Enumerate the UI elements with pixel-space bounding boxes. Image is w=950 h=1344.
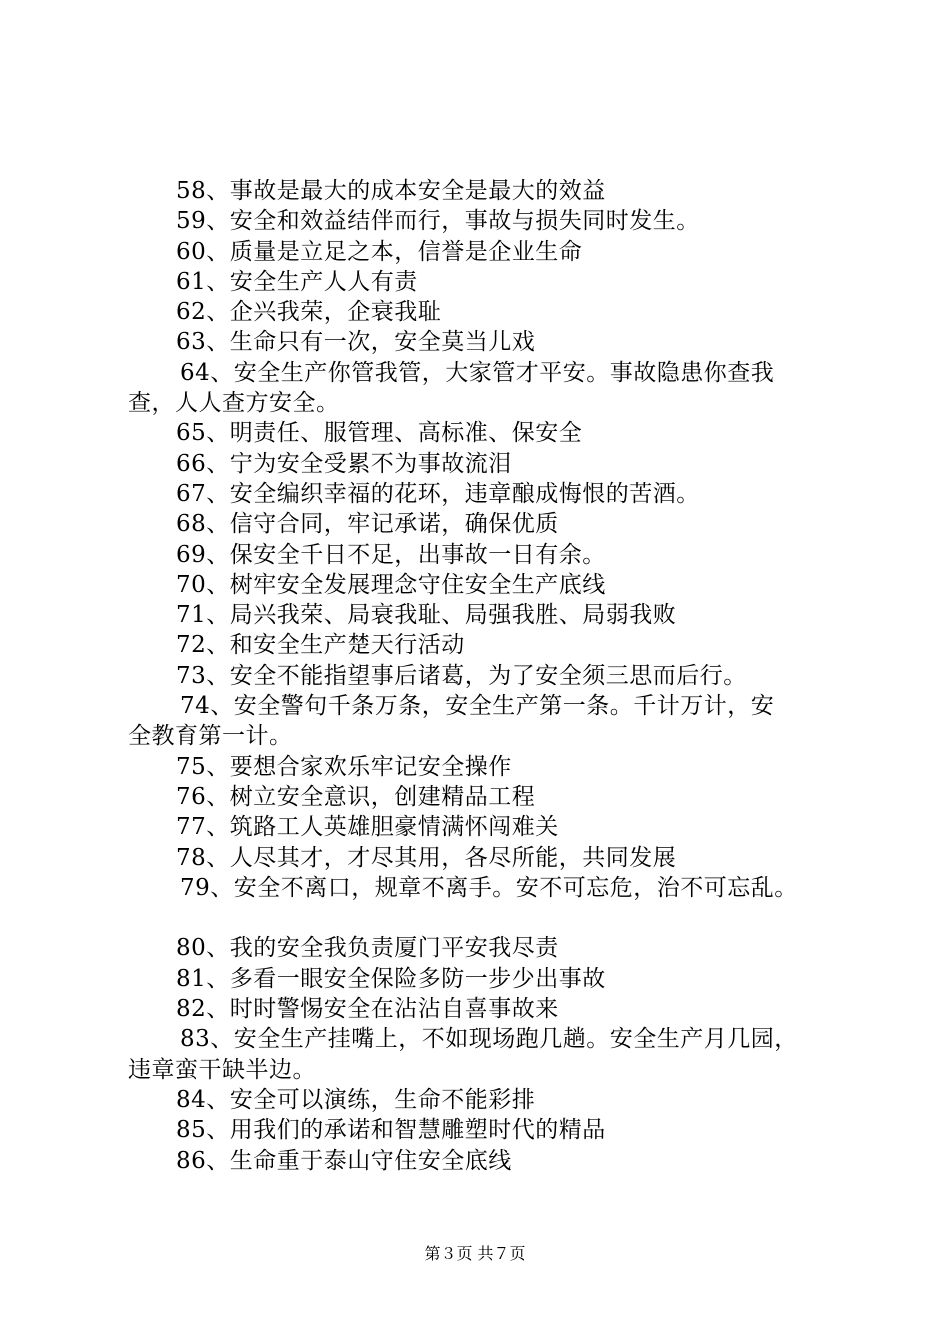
slogan-83: 83、安全生产挂嘴上，不如现场跑几趟。安全生产月几园， [180, 1026, 798, 1053]
document-body [128, 176, 838, 1176]
slogan-63: 63、生命只有一次，安全莫当儿戏 [176, 329, 536, 356]
slogan-70: 70、树牢安全发展理念守住安全生产底线 [176, 571, 606, 598]
slogan-62: 62、企兴我荣，企衰我耻 [176, 299, 442, 326]
slogan-81: 81、多看一眼安全保险多防一步少出事故 [176, 965, 606, 992]
slogan-78: 78、人尽其才，才尽其用，各尽所能，共同发展 [176, 844, 677, 871]
slogan-67: 67、安全编织幸福的花环，违章酿成悔恨的苦酒。 [176, 480, 700, 507]
slogan-64: 64、安全生产你管我管，大家管才平安。事故隐患你查我 [180, 359, 775, 386]
slogan-68: 68、信守合同，牢记承诺，确保优质 [176, 511, 559, 538]
slogan-75: 75、要想合家欢乐牢记安全操作 [176, 753, 512, 780]
page-number: 第３页 共７页 [424, 1244, 526, 1263]
slogan-61: 61、安全生产人人有责 [176, 268, 418, 295]
slogan-66: 66、宁为安全受累不为事故流泪 [176, 450, 512, 477]
slogan-72: 72、和安全生产楚天行活动 [176, 632, 465, 659]
slogan-69: 69、保安全千日不足，出事故一日有余。 [176, 541, 606, 568]
slogan-80: 80、我的安全我负责厦门平安我尽责 [176, 935, 559, 962]
slogan-74-continued: 全教育第一计。 [128, 723, 293, 750]
slogan-79: 79、安全不离口，规章不离手。安不可忘危，治不可忘乱。 [180, 874, 798, 901]
slogan-65: 65、明责任、服管理、高标准、保安全 [176, 420, 583, 447]
slogan-85: 85、用我们的承诺和智慧雕塑时代的精品 [176, 1117, 606, 1144]
slogan-82: 82、时时警惕安全在沾沾自喜事故来 [176, 996, 559, 1023]
slogan-59: 59、安全和效益结伴而行，事故与损失同时发生。 [176, 208, 700, 235]
slogan-74: 74、安全警句千条万条，安全生产第一条。千计万计，安 [180, 693, 775, 720]
slogan-77: 77、筑路工人英雄胆豪情满怀闯难关 [176, 814, 559, 841]
slogan-84: 84、安全可以演练，生命不能彩排 [176, 1086, 536, 1113]
slogan-64-continued: 查，人人查方安全。 [128, 390, 340, 417]
slogan-73: 73、安全不能指望事后诸葛，为了安全须三思而后行。 [176, 662, 747, 689]
slogan-83-continued: 违章蛮干缺半边。 [128, 1056, 316, 1083]
slogan-58: 58、事故是最大的成本安全是最大的效益 [176, 178, 606, 204]
slogan-71: 71、局兴我荣、局衰我耻、局强我胜、局弱我败 [176, 602, 677, 629]
slogan-60: 60、质量是立足之本，信誉是企业生命 [176, 238, 583, 265]
slogan-76: 76、树立安全意识，创建精品工程 [176, 783, 536, 810]
blank-line [128, 903, 838, 933]
slogan-86: 86、生命重于泰山守住安全底线 [176, 1147, 512, 1174]
